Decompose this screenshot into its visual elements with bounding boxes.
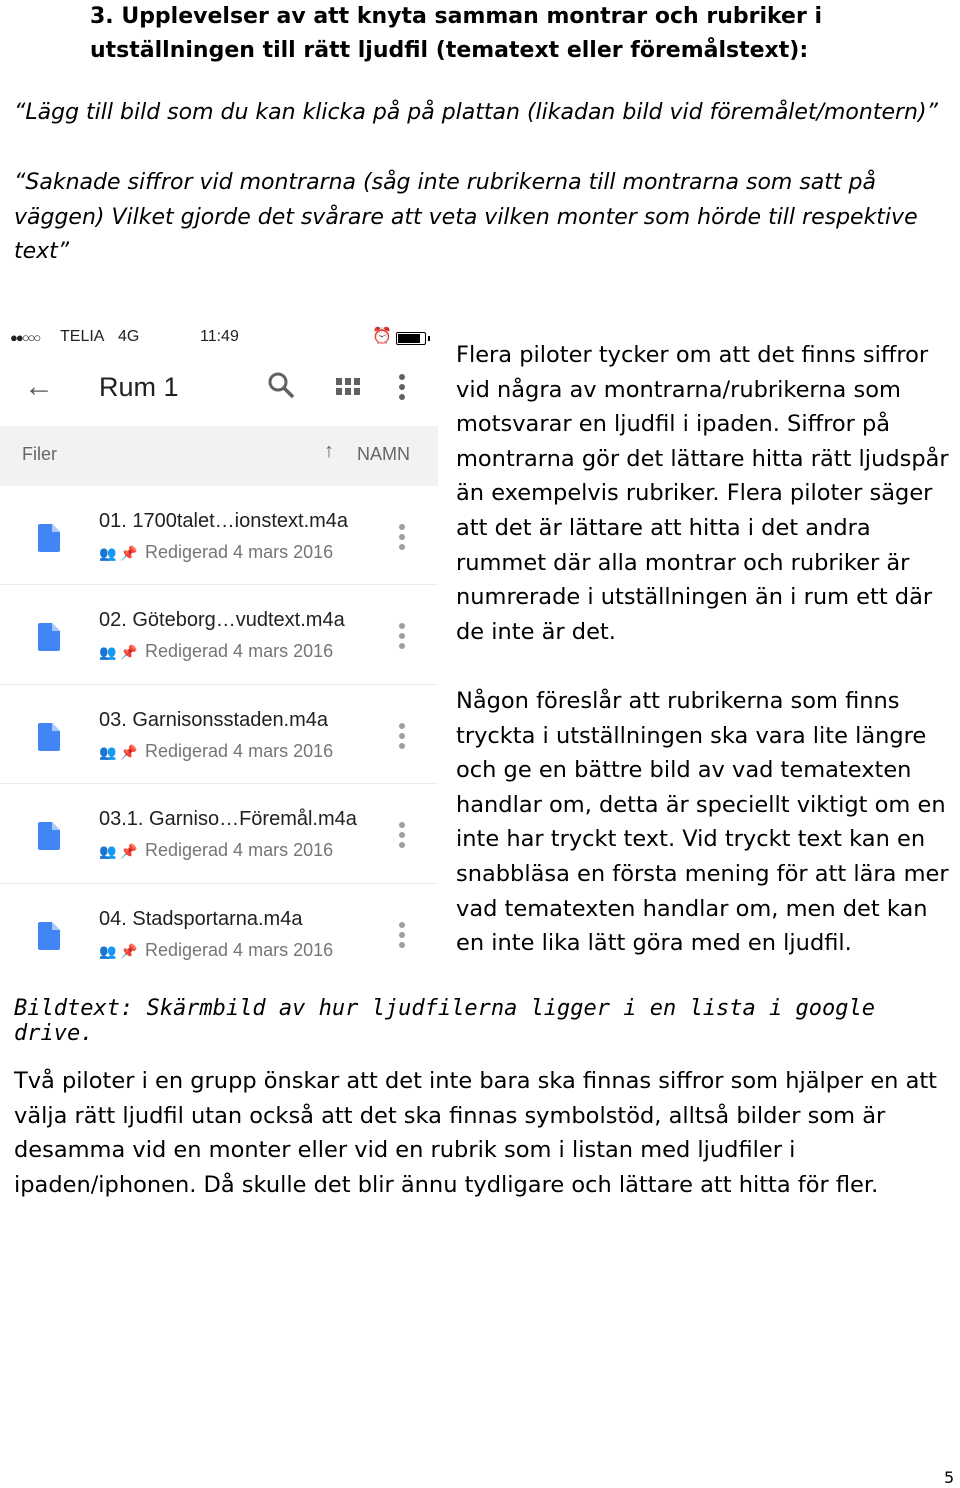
files-label: Filer [22, 444, 57, 464]
file-row[interactable] [0, 585, 438, 684]
side-paragraph-2: Någon föreslår att rubrikerna som finns tryckta i utställningen ska vara lite längre och ge en bättre bild av vad tematexten handlar om, detta är speciellt viktigt om en inte har tryckt text. Vid tryckt text kan en snabbläsa en första mening för att lära mer vad tematexten handlar om, men det kan en inte lika lätt göra med en ljudfil. [456, 688, 949, 957]
more-vert-icon[interactable] [398, 524, 406, 555]
phone-screenshot [0, 318, 438, 978]
file-list [0, 486, 438, 982]
audio-file-icon [38, 524, 60, 557]
audio-file-icon [38, 822, 60, 855]
file-row[interactable] [0, 486, 438, 585]
file-meta [99, 741, 333, 762]
page-number: 5 [944, 1468, 955, 1487]
file-modified: Redigerad 4 mars 2016 [145, 542, 334, 562]
file-modified: Redigerad 4 mars 2016 [145, 840, 334, 861]
back-arrow-icon[interactable]: ← [24, 370, 54, 403]
body-paragraph: Två piloter i en grupp önskar att det inte bara ska finnas siffror som hjälper en att välja rätt ljudfil utan också att det ska finnas symbolstöd, alltså bilder som är desamma vid en monter eller vid en rubrik som i listan med ljudfiler i ipaden/iphonen. Då skulle det blir ännu tydligare och lättare att hitta för fler. [14, 1068, 938, 1198]
file-meta [99, 940, 333, 961]
audio-file-icon [38, 623, 60, 656]
side-paragraph-1: Flera piloter tycker om att det finns siffror vid några av montrarna/rubrikerna som motsvarar en ljudfil i ipaden. Siffror på montrarna gör det lättare hitta rätt ljudspår än exempelvis rubriker. Flera piloter säger att det är lättare att hitta i det andra rummet där alla montrar och rubriker är numrerade i utställningen än i rum ett där de inte är det. [456, 342, 949, 645]
clock: 11:49 [200, 328, 239, 345]
battery-icon [396, 332, 426, 345]
files-header [0, 426, 438, 486]
sort-by-name[interactable]: NAMN [357, 444, 410, 464]
app-bar [0, 358, 438, 420]
file-modified: Redigerad 4 mars 2016 [145, 641, 334, 662]
status-bar [0, 318, 438, 358]
shared-pin-icon: 👥 📌 [99, 644, 138, 661]
file-modified: Redigerad 4 mars 2016 [145, 740, 334, 761]
audio-file-icon [38, 922, 60, 955]
image-caption: Bildtext: Skärmbild av hur ljudfilerna ligger i en lista i google drive. [14, 996, 875, 1046]
shared-pin-icon: 👥 📌 [99, 545, 138, 561]
file-name: 04. Stadsportarna.m4a [99, 907, 303, 930]
carrier: TELIA [60, 328, 105, 345]
file-meta [99, 542, 333, 563]
file-name: 01. 1700talet…ionstext.m4a [99, 510, 349, 532]
shared-pin-icon: 👥 📌 [99, 743, 138, 760]
more-vert-icon[interactable] [398, 922, 406, 953]
more-vert-icon[interactable] [398, 723, 406, 754]
shared-pin-icon: 👥 📌 [99, 942, 138, 959]
audio-file-icon [38, 723, 60, 756]
quote-1: “Lägg till bild som du kan klicka på på plattan (likadan bild vid föremålet/montern)” [14, 100, 938, 125]
more-vert-icon[interactable] [398, 374, 406, 405]
quote-2: “Saknade siffror vid montrarna (såg inte rubrikerna till montrarna som satt på väggen) Vilket gjorde det svårare att veta vilken monter som hörde till respektive text” [14, 170, 918, 264]
more-vert-icon[interactable] [398, 822, 406, 853]
file-modified: Redigerad 4 mars 2016 [145, 939, 334, 960]
network-type: 4G [118, 328, 140, 345]
folder-title: Rum 1 [99, 372, 179, 402]
grid-view-icon[interactable] [336, 378, 360, 401]
file-name: 02. Göteborg…vudtext.m4a [99, 609, 345, 632]
section-heading: 3. Upplevelser av att knyta samman montrar och rubriker i utställningen till rätt ljudfil (tematext eller föremålstext): [90, 4, 823, 63]
shared-pin-icon: 👥 📌 [99, 843, 138, 860]
signal-icon: ●●○○○ [10, 330, 40, 345]
search-icon[interactable] [266, 370, 296, 405]
sort-arrow-icon[interactable]: ↑ [324, 440, 334, 462]
file-meta [99, 641, 333, 662]
alarm-icon: ⏰ [372, 328, 392, 345]
file-row[interactable] [0, 884, 438, 982]
file-meta [99, 840, 333, 861]
more-vert-icon[interactable] [398, 623, 406, 654]
file-name: 03.1. Garniso…Föremål.m4a [99, 808, 357, 831]
file-row[interactable] [0, 784, 438, 883]
file-row[interactable] [0, 685, 438, 784]
file-name: 03. Garnisonsstaden.m4a [99, 708, 329, 731]
